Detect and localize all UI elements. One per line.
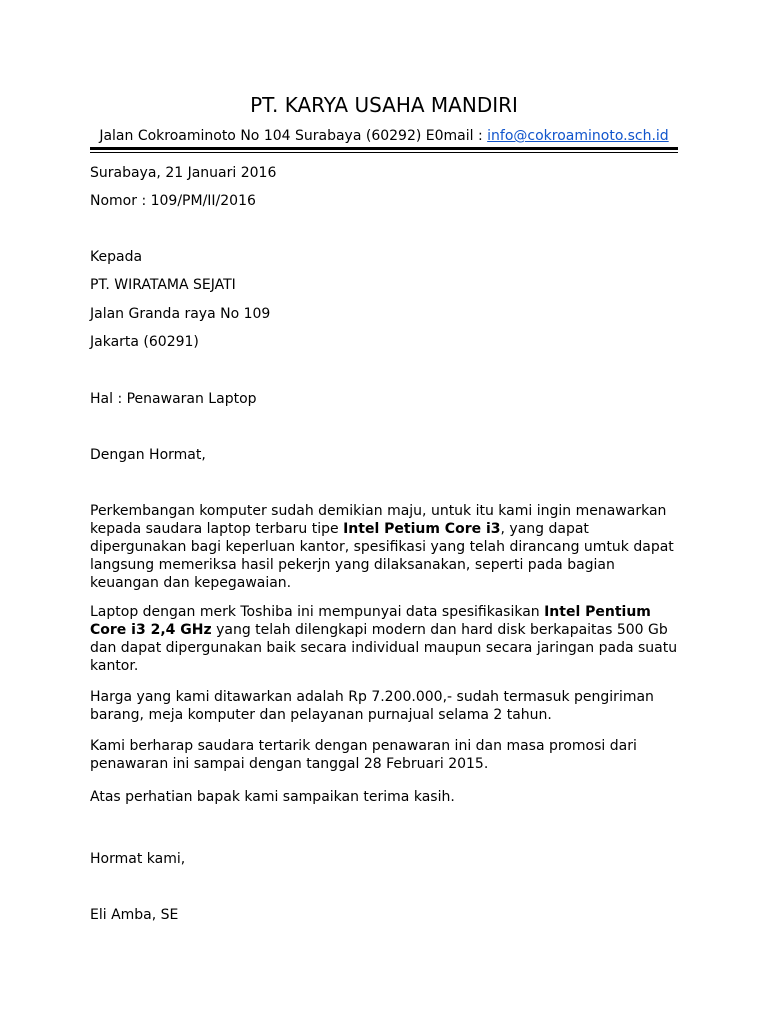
p1-product: Intel Petium Core i3: [343, 521, 501, 537]
letter-number: Nomor : 109/PM/II/2016: [90, 193, 256, 209]
p1-text-b: , yang dapat dipergunakan bagi keperluan kantor, spesifikasi yang telah dirancang umtuk dapat langsung memeriksa hasil pekerjn yang dilaksanakan, seperti pada bagian keuangan dan kepegawaian.: [90, 521, 674, 591]
body-paragraph-2: [90, 603, 680, 675]
body-paragraph-3: Harga yang kami ditawarkan adalah Rp 7.200.000,- sudah termasuk pengiriman barang, meja komputer dan pelayanan purnajual selama 2 tahun.: [90, 689, 654, 723]
letterhead-divider-thick: [90, 147, 678, 150]
p2-text-b: yang telah dilengkapi modern dan hard disk berkapaitas 500 Gb dan dapat dipergunakan baik secara individual maupun secara jaringan pada suatu kantor.: [90, 622, 678, 674]
address-text: Jalan Cokroaminoto No 104 Surabaya (60292) E0mail :: [99, 128, 488, 144]
body-paragraph-5: Atas perhatian bapak kami sampaikan terima kasih.: [90, 789, 455, 805]
p1-text-a: Perkembangan komputer sudah demikian maju, untuk itu kami ingin menawarkan kepada saudara laptop terbaru tipe: [90, 503, 667, 537]
greeting: Dengan Hormat,: [90, 447, 206, 463]
signer-name: Eli Amba, SE: [90, 907, 179, 923]
recipient-to: Kepada: [90, 249, 143, 265]
recipient-city: Jakarta (60291): [90, 334, 199, 350]
p2-text-a: Laptop dengan merk Toshiba ini mempunyai data spesifikasikan: [90, 604, 545, 620]
company-name: PT. KARYA USAHA MANDIRI: [250, 93, 518, 117]
company-address: [0, 127, 768, 145]
email-link[interactable]: info@cokroaminoto.sch.id: [487, 128, 669, 144]
p2-spec: Intel Pentium Core i3 2,4 GHz: [90, 604, 651, 638]
closing: Hormat kami,: [90, 851, 186, 867]
recipient-street: Jalan Granda raya No 109: [90, 306, 271, 322]
body-paragraph-1: [90, 502, 680, 592]
letterhead-divider-thin: [90, 152, 678, 153]
place-date: Surabaya, 21 Januari 2016: [90, 165, 277, 181]
body-paragraph-4: Kami berharap saudara tertarik dengan penawaran ini dan masa promosi dari penawaran ini sampai dengan tanggal 28 Februari 2015.: [90, 738, 637, 772]
subject-line: Hal : Penawaran Laptop: [90, 391, 257, 407]
recipient-name: PT. WIRATAMA SEJATI: [90, 277, 236, 293]
